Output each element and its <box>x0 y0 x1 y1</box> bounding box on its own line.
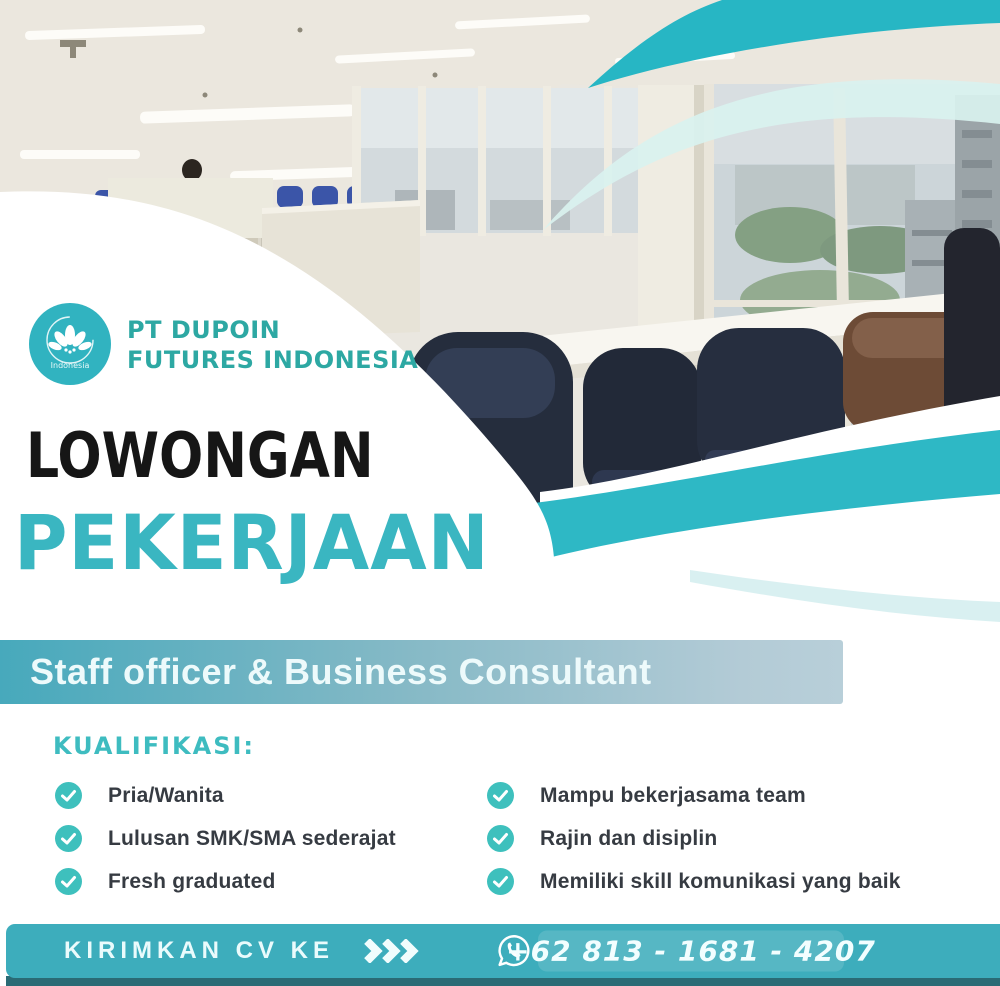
qualification-item <box>487 782 901 809</box>
headline-line1: LOWONGAN <box>26 419 374 492</box>
qualification-item <box>487 825 901 852</box>
qualification-label: Pria/Wanita <box>108 783 224 807</box>
company-logo-badge <box>28 302 112 386</box>
qualification-label: Fresh graduated <box>108 869 276 893</box>
headline-line2: PEKERJAAN <box>14 498 490 587</box>
check-icon <box>487 825 514 852</box>
check-icon <box>487 868 514 895</box>
chevrons-right-icon <box>364 939 422 963</box>
position-banner-label: Staff officer & Business Consultant <box>30 651 652 692</box>
logo-badge-text: Indonesia <box>50 361 90 370</box>
qualification-item <box>487 868 901 895</box>
qualification-label: Lulusan SMK/SMA sederajat <box>108 826 396 850</box>
qualification-item <box>55 782 396 809</box>
check-icon <box>487 782 514 809</box>
qualification-label: Rajin dan disiplin <box>540 826 718 850</box>
brand-block <box>28 302 418 386</box>
company-name-line2: FUTURES INDONESIA <box>127 346 419 374</box>
qualification-label: Mampu bekerjasama team <box>540 783 806 807</box>
qualifications-left-column <box>55 782 396 895</box>
footer-contact-bar <box>6 924 1000 978</box>
phone-number[interactable] <box>506 931 876 972</box>
company-name <box>127 302 418 375</box>
check-icon <box>55 868 82 895</box>
qualifications-heading: KUALIFIKASI: <box>53 732 256 760</box>
qualification-item <box>55 825 396 852</box>
company-name-line1: PT DUPOIN <box>127 316 281 344</box>
position-banner <box>0 640 843 704</box>
check-icon <box>55 825 82 852</box>
qualifications-right-column <box>487 782 901 895</box>
phone-number-text: +62 813 - 1681 - 4207 <box>506 934 876 968</box>
qualification-item <box>55 868 396 895</box>
check-icon <box>55 782 82 809</box>
qualification-label: Memiliki skill komunikasi yang baik <box>540 869 901 893</box>
cta-label: KIRIMKAN CV KE <box>64 937 335 964</box>
